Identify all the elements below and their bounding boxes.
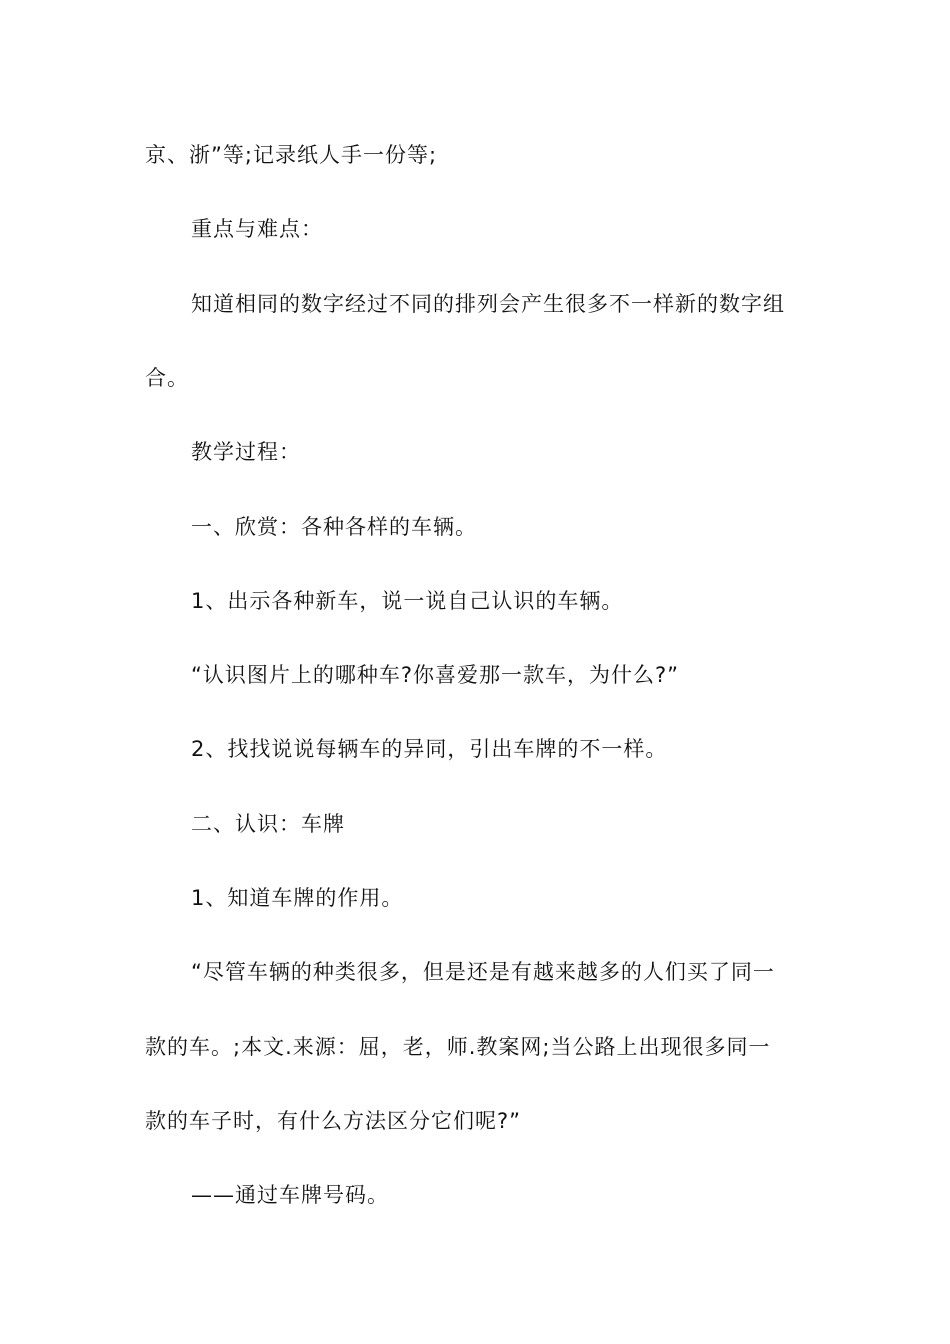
text-line-5: 教学过程：	[191, 440, 301, 464]
text-line-8: “认识图片上的哪种车?你喜爱那一款车，为什么?”	[191, 663, 680, 687]
text-line-11: 1、知道车牌的作用。	[191, 886, 404, 910]
text-line-10: 二、认识：车牌	[191, 812, 345, 836]
text-line-12: “尽管车辆的种类很多，但是还是有越来越多的人们买了同一	[191, 960, 775, 984]
text-line-15: ——通过车牌号码。	[191, 1183, 389, 1207]
text-line-7: 1、出示各种新车，说一说自己认识的车辆。	[191, 589, 624, 613]
text-line-3: 知道相同的数字经过不同的排列会产生很多不一样新的数字组	[191, 292, 785, 316]
text-line-1: 京、浙”等;记录纸人手一份等;	[145, 143, 438, 167]
text-line-4: 合。	[145, 366, 189, 390]
text-line-9: 2、找找说说每辆车的异同，引出车牌的不一样。	[191, 737, 668, 761]
text-line-14: 款的车子时，有什么方法区分它们呢?”	[145, 1109, 522, 1133]
text-line-2: 重点与难点：	[191, 217, 323, 241]
text-line-6: 一、欣赏：各种各样的车辆。	[191, 515, 477, 539]
text-line-13: 款的车。;本文.来源：屈，老，师.教案网;当公路上出现很多同一	[145, 1035, 771, 1059]
